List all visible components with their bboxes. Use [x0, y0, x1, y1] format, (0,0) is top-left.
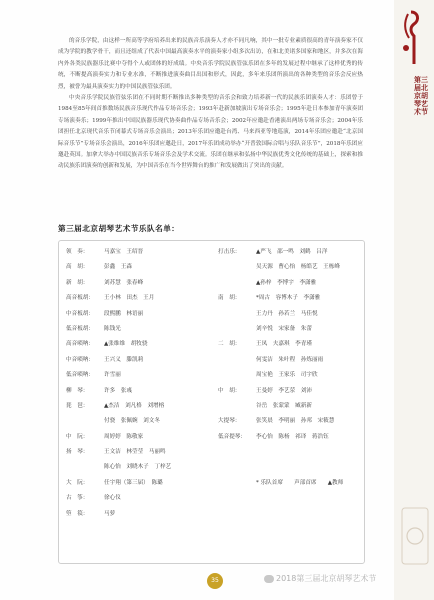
ornament-stamp-icon [400, 506, 430, 566]
roster-row: 大 阮： 任宇翔（第三届） 陈璐 [66, 479, 163, 486]
roster-row: 新 胡： 刘苏慧 张春峰 [66, 279, 144, 286]
side-vertical-title: 第三届北京胡琴艺术节 [414, 75, 428, 116]
roster-row: * 乐队首席 声部首席 ▲教师 [256, 479, 344, 486]
festival-logo-icon [398, 8, 424, 68]
roster-row: 高音唢呐： ▲张维维 胡牧骁 [66, 341, 148, 348]
roster-row: 中音板胡： 段熙鹏 林语丽 [66, 310, 144, 317]
page-number: 35 [207, 573, 223, 589]
roster-row: 陈心怡 刘晓木子 丁梓艺 [104, 464, 172, 471]
roster-row: 周宝艳 王家乐 司宇欣 [256, 372, 318, 379]
roster-row: 低音板胡： 陈钱光 [66, 325, 121, 332]
roster-row: 高音板胡： 王小林 田杰 王月 [66, 295, 155, 302]
roster-row: 打击乐： ▲严飞 邵一鸣 刘鹤 吕洋 [218, 249, 328, 255]
roster-row: 扬 琴： 王文洁 林莹莹 马丽鸣 [66, 449, 166, 456]
roster-row [218, 460, 363, 475]
roster-row: 箜 篌： 马萝 [66, 510, 116, 517]
roster-row: 低音唢呐： 许雪丽 [66, 372, 121, 379]
roster-row: 柳 琴： 许多 张彧 [66, 387, 132, 394]
roster-row [66, 522, 216, 537]
roster-row: 吴天源 曹心怡 杨皓艺 王栋峰 [256, 264, 340, 271]
wechat-icon [264, 575, 274, 583]
roster-left-column [66, 245, 216, 568]
section-heading: 第三届北京胡琴艺术节乐队名单： [58, 224, 180, 233]
roster-row [66, 553, 216, 568]
roster-row: 中 阮： 周婷婷 陈敬家 [66, 433, 144, 440]
roster-row: 领 奏： 马嘉宝 王绍晋 [66, 249, 144, 255]
roster-row: 何雯洁 朱叶程 孙炼丽雨 [256, 356, 324, 363]
roster-row: 琵 琶： ▲杰洁 刘凡格 刘增榕 [66, 402, 165, 409]
roster-row [66, 537, 216, 552]
paragraph-1: 的音乐学院，由这样一所高等学府培养出来的民族音乐演奏人才亦不同凡响，其中一批专业素质很高的青年演奏家不仅成为学院的教学骨干，而且还组成了代表中国最高演奏水平的演奏家小组多次出访，在和北美诸多国家和地区，并多次在海内外各类民族器乐比赛中夺得个人或团体的好成绩。中央音乐学院民族管弦乐团在多年的发展过程中继承了这样优秀的传统，不断提高演奏实力和专业水准，不断推进演奏曲目出国和形式，因此，多年来乐团所演出的各种类型的音乐会反应热烈，被誉为最具演奏实力的中国民族管弦乐团。 [58, 38, 363, 90]
roster-row: 中音唢呐： 王兴义 滕凯莉 [66, 356, 144, 363]
roster-row: 王力丹 孙若兰 马佳悦 [256, 310, 318, 317]
watermark: 2018第三届北京胡琴艺术节 [264, 573, 376, 584]
intro-text [58, 36, 363, 173]
roster-row: 刘辛悦 宋家备 朱蕾 [256, 325, 312, 332]
roster-right-column [218, 245, 363, 491]
roster-row: 低音提琴： 李心怡 陈杨 祁译 蒋浩钰 [218, 433, 329, 440]
roster-row: 大提琴： 张笑晨 李明丽 孙邦 宋筱慧 [218, 418, 335, 425]
roster-row: 二 胡： 王凤 夫嘉琪 李青瑾 [218, 341, 312, 348]
roster-row: 古 筝： 徐心仪 [66, 495, 121, 502]
roster-row: ▲孙梓 李博宇 李潇雅 [256, 279, 317, 286]
roster-row: 谷岳 张蒙蒙 臧新新 [256, 402, 312, 409]
roster-row [218, 445, 363, 460]
paragraph-2: 中央音乐学院民族管弦乐团在不同时期不断推出多种类型的音乐会和致力培养新一代的民族乐团演奏人才：乐团曾于1984至85年间首推数场民族音乐现代作品专场音乐会；1993年赴新加坡演出专场音乐会；1995年赴日本参加青年演奏团专场演奏乐；1999年推出中国民族器乐现代协奏曲作品专场音乐会；2002年应邀赴香港演出两场专场音乐会；2004年乐团担任北京现代音乐节闭幕式专场音乐会演出；2013年乐团应邀赴台湾、马来西亚等地巡演，2014年乐团应邀赴“北京国际音乐节”专场音乐会演出，2016年乐团应邀赴日，2017年乐团成功举办“开普敦国际合唱与乐队音乐节”，2018年乐团应邀赴英国。加拿大举办中国民族音乐专场音乐会及学术交流。乐团在继承和弘扬中华民族优秀文化传统的基础上，探索和推动民族乐团演奏的创新和发展，为中国音乐在当今世界舞台的推广和发展做出了突出的贡献。 [58, 95, 363, 170]
roster-row: 高 胡： 彭鑫 王森 [66, 264, 132, 271]
roster-row: 中 胡： 王曼婷 李艺荥 刘沛 [218, 387, 312, 394]
roster-row: 付骁 张佩婉 刘文冬 [104, 418, 160, 425]
roster-row: 南 胡： *周古 容博木子 李潇雅 [218, 295, 321, 302]
